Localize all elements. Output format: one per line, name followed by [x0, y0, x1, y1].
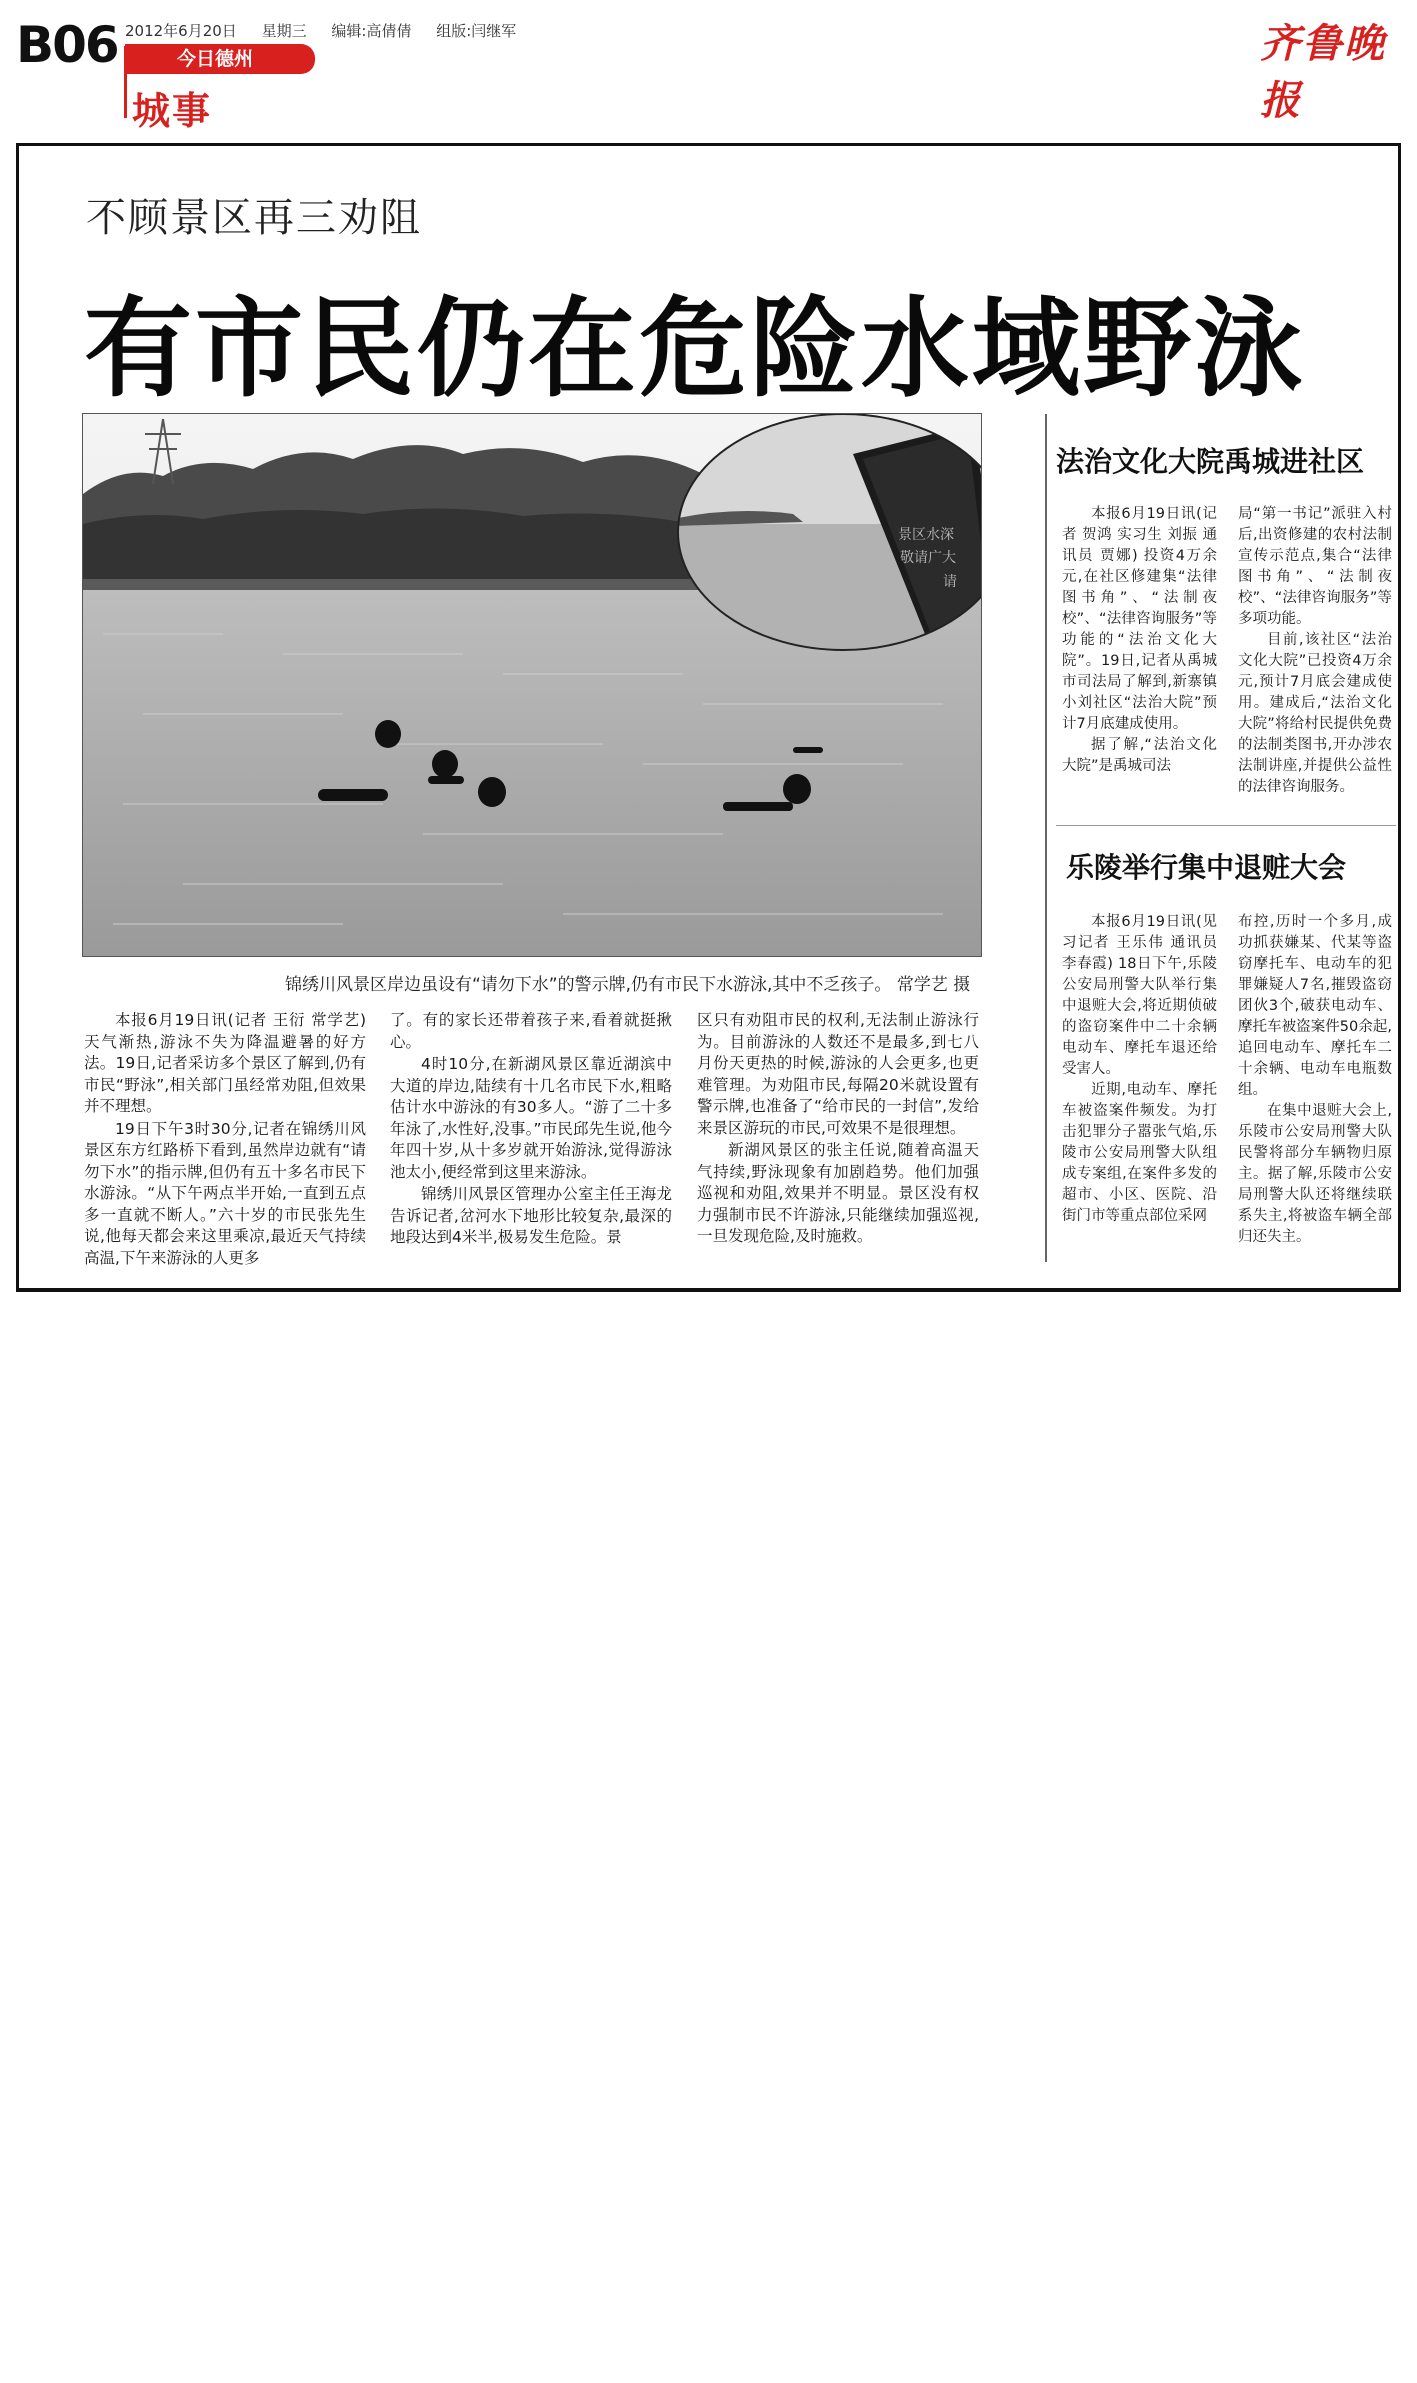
side-article-1-column-a: [1062, 504, 1217, 777]
paragraph: 目前,该社区“法治文化大院”已投资4万余元,预计7月底会建成使用。建成后,“法治文化大院”将给村民提供免费的法制类图书,开办涉农法制讲座,并提供公益性的法律咨询服务。: [1238, 632, 1392, 795]
paragraph: 19日下午3时30分,记者在锦绣川风景区东方红路桥下看到,虽然岸边就有“请勿下水”的指示牌,但仍有五十多名市民下水游泳。“从下午两点半开始,一直到五点多一直就不断人。”六十岁的市民张先生说,他每天都会来这里乘凉,最近天气持续高温,下午来游泳的人更多: [84, 1119, 366, 1267]
frame-left-border: [16, 143, 19, 1292]
swimmers-photo-illustration: [83, 414, 981, 956]
frame-top-border: [16, 143, 1401, 146]
article-kicker: 不顾景区再三劝阻: [86, 195, 422, 241]
paragraph: 近期,电动车、摩托车被盗案件频发。为打击犯罪分子嚣张气焰,乐陵市公安局刑警大队组成专案组,在案件多发的超市、小区、医院、沿街门市等重点部位采网: [1062, 1082, 1217, 1224]
sidebar-divider: [1045, 414, 1047, 1262]
paragraph: 本报6月19日讯(记者 贺鸿 实习生 刘振 通讯员 贾娜) 投资4万余元,在社区修建集“法律图书角”、“法制夜校”、“法律咨询服务”等功能的“法治文化大院”。19日,记者从禹城市司法局了解到,新寨镇小刘社区“法治大院”预计7月底建成使用。: [1062, 506, 1217, 732]
paragraph: 局“第一书记”派驻入村后,出资修建的农村法制宣传示范点,集合“法律图书角”、“法制夜校”、“法律咨询服务”等多项功能。: [1238, 506, 1392, 627]
paragraph: 了。有的家长还带着孩子来,看着就挺揪心。: [390, 1011, 672, 1051]
newspaper-logo: 齐鲁晚报: [1260, 20, 1386, 124]
article-photo: [82, 413, 982, 957]
issue-weekday: 星期三: [261, 22, 307, 40]
photo-caption: 锦绣川风景区岸边虽设有“请勿下水”的警示牌,仍有市民下水游泳,其中不乏孩子。 常学艺 摄: [285, 975, 971, 995]
side-article-2-column-b: [1238, 912, 1392, 1248]
side-article-1-title: 法治文化大院禹城进社区: [1056, 445, 1365, 478]
paragraph: 本报6月19日讯(见习记者 王乐伟 通讯员 李春霞) 18日下午,乐陵公安局刑警大队举行集中退赃大会,将近期侦破的盗窃案件中二十余辆电动车、摩托车退还给受害人。: [1062, 914, 1217, 1077]
paragraph: 锦绣川风景区管理办公室主任王海龙告诉记者,岔河水下地形比较复杂,最深的地段达到4米半,极易发生危险。景: [390, 1185, 672, 1246]
side-article-2-title: 乐陵举行集中退赃大会: [1066, 851, 1347, 884]
sign-line-3: 请: [943, 574, 957, 590]
paragraph: 4时10分,在新湖风景区靠近湖滨中大道的岸边,陆续有十几名市民下水,粗略估计水中游泳的有30多人。“游了二十多年泳了,水性好,没事。”市民邱先生说,他今年四十岁,从十多岁就开始游泳,觉得游泳池太小,便经常到这里来游泳。: [390, 1055, 672, 1181]
side-article-1-column-b: [1238, 504, 1392, 798]
paragraph: 布控,历时一个多月,成功抓获嫌某、代某等盗窃摩托车、电动车的犯罪嫌疑人7名,摧毁盗窃团伙3个,破获电动车、摩托车被盗案件50余起,追回电动车、摩托车二十余辆、电动车电瓶数组。: [1238, 914, 1392, 1098]
article-column-1: [84, 1010, 366, 1270]
side-article-separator: [1056, 825, 1396, 826]
frame-bottom-border: [16, 1288, 1401, 1292]
sign-line-1: 景区水深: [898, 527, 954, 543]
paragraph: 区只有劝阻市民的权利,无法制止游泳行为。目前游泳的人数还不是最多,到七八月份天更热的时候,游泳的人会更多,也更难管理。为劝阻市民,每隔20米就设置有警示牌,也准备了“给市民的一封信”,发给来景区游玩的市民,可效果不是很理想。: [697, 1011, 979, 1137]
article-column-2: [390, 1010, 672, 1250]
section-title: 城事: [132, 89, 213, 133]
section-bar: [124, 46, 127, 118]
issue-date: 2012年6月20日: [125, 22, 237, 40]
frame-right-border: [1398, 143, 1401, 1292]
paragraph: 据了解,“法治文化大院”是禹城司法: [1062, 737, 1217, 774]
article-headline: 有市民仍在危险水域野泳: [84, 287, 1306, 412]
side-article-2-column-a: [1062, 912, 1217, 1227]
article-column-3: [697, 1010, 979, 1249]
edition-tag: 今日德州: [125, 44, 315, 74]
issue-meta: [125, 20, 536, 41]
page-number: B06: [16, 16, 118, 74]
layout-credit: 组版:闫继军: [436, 22, 517, 40]
paragraph: 新湖风景区的张主任说,随着高温天气持续,野泳现象有加剧趋势。他们加强巡视和劝阻,效果并不明显。景区没有权力强制市民不许游泳,只能继续加强巡视,一旦发现危险,及时施救。: [697, 1141, 979, 1245]
sign-line-2: 敬请广大: [900, 550, 956, 566]
editor-credit: 编辑:高倩倩: [331, 22, 412, 40]
paragraph: 本报6月19日讯(记者 王衍 常学艺) 天气渐热,游泳不失为降温避暑的好方法。19日,记者采访多个景区了解到,仍有市民“野泳”,相关部门虽经常劝阻,但效果并不理想。: [84, 1011, 366, 1115]
paragraph: 在集中退赃大会上,乐陵市公安局刑警大队民警将部分车辆物归原主。据了解,乐陵市公安局刑警大队还将继续联系失主,将被盗车辆全部归还失主。: [1238, 1103, 1392, 1245]
